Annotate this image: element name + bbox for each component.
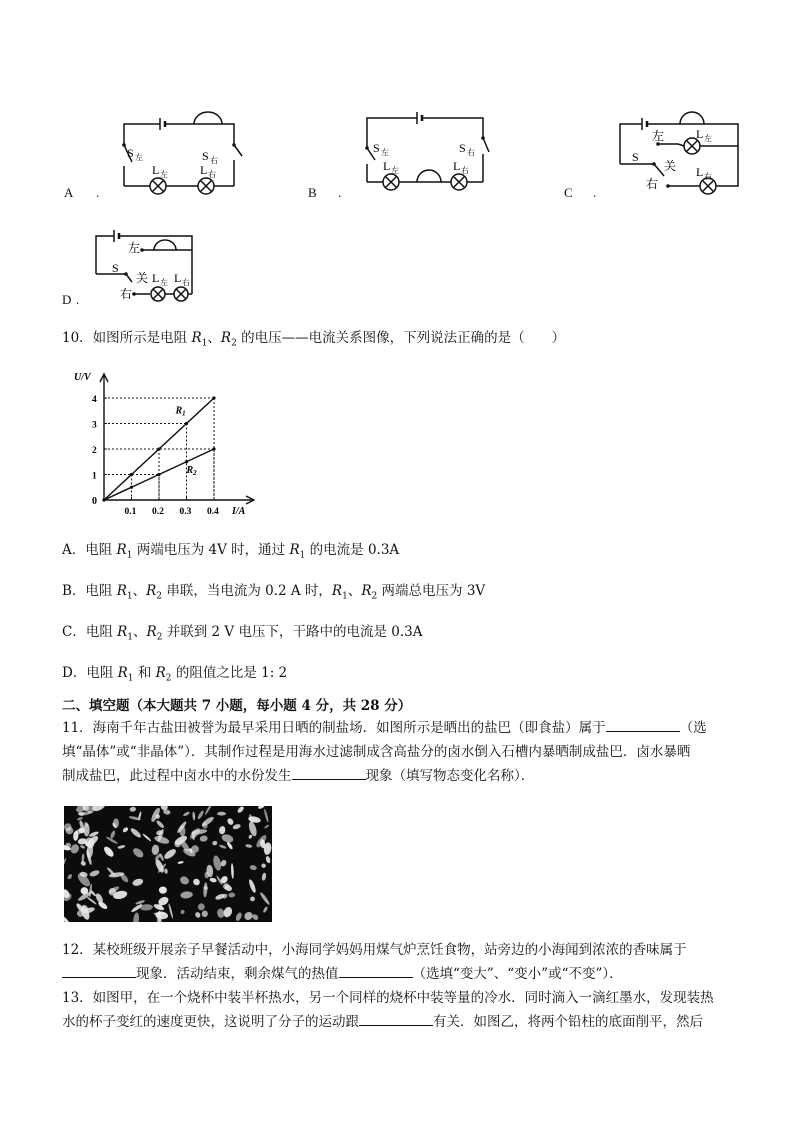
- svg-text:左: 左: [160, 170, 168, 179]
- svg-text:左: 左: [135, 153, 143, 162]
- q10-option-a[interactable]: A．电阻 $R_1$ 两端电压为 4V 时，通过 $R_1$ 的电流是 0.3A: [62, 542, 400, 561]
- option-letter-b: B: [308, 185, 317, 200]
- data-point-R1-4: [212, 396, 215, 399]
- q11: 11．海南千年古盐田被誉为最早采用日晒的制盐场．如图所示是晒出的盐巴（即食盐）属于 （选 填“晶体”或“非晶体”）．其制作过程是用海水过滤制成含高盐分的卤水倒入石槽内暴晒制成盐巴．卤水暴晒 制成盐巴，此过程中卤水中的水份发生 现象（填写物态变化名称）．: [62, 716, 738, 788]
- svg-text:L: L: [152, 271, 160, 285]
- svg-text:L: L: [453, 159, 461, 173]
- series-label-r1: $R_1$: [175, 405, 186, 418]
- svg-text:左: 左: [128, 241, 141, 255]
- data-point-R2-4: [212, 447, 215, 450]
- x-tick-label-1: 0.2: [152, 507, 164, 517]
- data-point-R2-1: [130, 486, 133, 489]
- svg-text:L: L: [383, 159, 391, 173]
- x-tick-label-0: 0.1: [124, 507, 137, 517]
- q10-option-d[interactable]: D．电阻 $R_1$ 和 $R_2$ 的阻值之比是 1: 2: [62, 665, 288, 684]
- svg-text:右: 右: [182, 278, 190, 287]
- section-title: 二、填空题（本大题共 7 小题，每小题 4 分，共 28 分）: [62, 698, 412, 714]
- salt-photo: [64, 806, 272, 922]
- y-tick-label-0: 1: [92, 471, 97, 482]
- data-point-R2-3: [185, 460, 188, 463]
- svg-text:右: 右: [210, 156, 218, 165]
- svg-text:右: 右: [120, 287, 133, 301]
- q12: 12．某校班级开展亲子早餐活动中，小海同学妈妈用煤气炉烹饪食物，站旁边的小海闻到浓浓的香味属于 现象．活动结束，剩余煤气的热值 （选填“变大”、“变小”或“不变”）．: [62, 942, 687, 982]
- x-tick-label-2: 0.3: [179, 507, 192, 517]
- option-letter-a: A: [64, 185, 74, 200]
- circuit-option-b: [355, 108, 500, 196]
- y-tick-label-2: 3: [92, 420, 97, 431]
- svg-text:左: 左: [652, 129, 665, 143]
- svg-text:左: 左: [160, 278, 168, 287]
- q10-option-c[interactable]: C．电阻 $R_1$、$R_2$ 并联到 2 V 电压下，干路中的电流是 0.3A: [62, 624, 423, 643]
- salt-crystal: [217, 812, 226, 816]
- data-point-R1-1: [130, 473, 133, 476]
- svg-text:L: L: [174, 271, 182, 285]
- lamp-label-left: L: [152, 163, 160, 177]
- svg-text:右: 右: [461, 166, 469, 175]
- svg-text:右: 右: [208, 170, 216, 179]
- q13-blank-1[interactable]: [359, 1011, 433, 1026]
- lamp-label-right: L: [200, 163, 208, 177]
- svg-text:右: 右: [467, 148, 475, 157]
- circuit-option-c: [612, 106, 742, 196]
- q10-option-b[interactable]: B．电阻 $R_1$、$R_2$ 串联，当电流为 0.2 A 时，$R_1$、$R_2$ 两端总电压为 3V: [62, 583, 486, 602]
- data-point-R2-0: [102, 498, 105, 501]
- q11-blank-1[interactable]: [606, 717, 680, 732]
- option-letter-c: C: [564, 185, 573, 200]
- salt-crystal: [84, 823, 90, 836]
- q13: 13．如图甲，在一个烧杯中装半杯热水，另一个同样的烧杯中装等量的冷水．同时滴入一滴红墨水，发现装热 水的杯子变红的速度更快，这说明了分子的运动跟 有关．如图乙，将两个铅柱的底面削平，然后: [62, 990, 714, 1030]
- q12-blank-2[interactable]: [339, 963, 413, 978]
- q11-blank-2[interactable]: [292, 765, 366, 780]
- svg-text:S: S: [632, 150, 639, 164]
- origin-label: 0: [92, 496, 97, 507]
- switch-label-left: S: [127, 146, 134, 160]
- circuit-option-a: [110, 100, 250, 200]
- switch-label-right: S: [202, 149, 209, 163]
- svg-text:L: L: [696, 127, 704, 141]
- data-point-R1-3: [185, 422, 188, 425]
- data-point-R1-2: [157, 447, 160, 450]
- option-letter-d: D: [62, 292, 72, 307]
- u-i-chart: [62, 362, 272, 520]
- svg-text:S: S: [459, 141, 466, 155]
- svg-text:左: 左: [381, 148, 389, 157]
- svg-text:L: L: [696, 165, 704, 179]
- data-point-R2-2: [157, 473, 160, 476]
- y-axis-label: U/V: [74, 372, 91, 383]
- q12-blank-1[interactable]: [62, 963, 136, 978]
- y-tick-label-1: 2: [92, 446, 97, 456]
- svg-text:右: 右: [704, 172, 712, 181]
- y-tick-label-3: 4: [92, 395, 97, 405]
- svg-text:关: 关: [664, 159, 677, 173]
- series-label-r2: $R_2$: [186, 465, 197, 478]
- x-axis-label: I/A: [232, 506, 246, 517]
- svg-text:关: 关: [136, 271, 149, 285]
- circuit-option-d: [92, 226, 202, 304]
- x-tick-label-3: 0.4: [207, 507, 219, 517]
- svg-text:左: 左: [391, 166, 399, 175]
- svg-text:右: 右: [646, 177, 659, 191]
- q10-stem: 10．如图所示是电阻 $R_1$、$R_2$ 的电压——电流关系图像，下列说法正确的是（ ）: [62, 330, 566, 349]
- svg-text:S: S: [373, 141, 380, 155]
- svg-text:左: 左: [704, 134, 712, 143]
- svg-text:S: S: [112, 261, 119, 275]
